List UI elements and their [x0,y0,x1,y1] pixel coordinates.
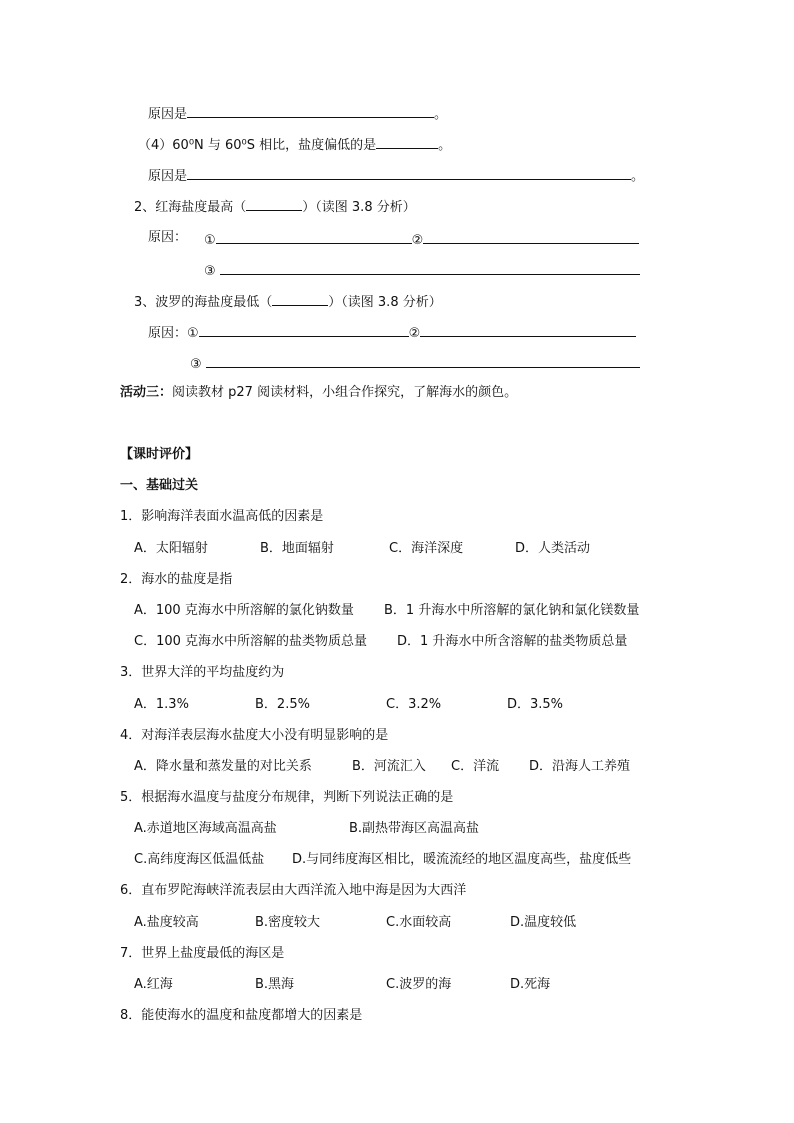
answer-blank[interactable] [216,229,412,244]
period: 。 [438,138,452,153]
option-1d[interactable]: D．人类活动 [515,541,591,556]
question-text: 2、红海盐度最高（ [134,200,247,215]
answer-blank[interactable] [187,165,631,180]
red-sea-reason-row-1 [148,229,187,247]
option-5b[interactable]: B.副热带海区高温高盐 [349,821,480,836]
answer-blank[interactable] [187,103,434,118]
red-sea-reason-3 [204,260,640,281]
reason-line-1 [148,103,447,124]
reason-label: 原因是 [148,107,188,122]
answer-blank[interactable] [272,291,328,306]
answer-blank[interactable] [376,134,438,149]
circled-number-2: ② [411,233,424,248]
option-6c[interactable]: C.水面较高 [386,915,452,930]
activity-label: 活动三： [120,385,173,400]
question-text-suffix: ）（读图 3.8 分析） [302,200,416,215]
answer-blank[interactable] [246,196,302,211]
answer-blank[interactable] [423,229,639,244]
activity-three [120,384,517,402]
section-title: 【课时评价】 [120,447,199,462]
option-7d[interactable]: D.死海 [510,977,551,992]
reason-label: 原因：① [148,326,199,341]
question-4-text: （4）60⁰N 与 60⁰S 相比，盐度偏低的是 [138,138,377,153]
question-red-sea-line [134,196,416,217]
question-4: 4．对海洋表层海水盐度大小没有明显影响的是 [120,728,389,743]
option-3c[interactable]: C．3.2% [386,697,442,712]
reason-line-2 [148,165,644,186]
period: 。 [631,169,645,184]
activity-text: 阅读教材 p27 阅读材料，小组合作探究，了解海水的颜色。 [172,385,518,400]
red-sea-reason-1 [204,229,639,250]
option-7c[interactable]: C.波罗的海 [386,977,452,992]
answer-blank[interactable] [220,260,640,275]
question-baltic-line [134,291,442,312]
option-3b[interactable]: B．2.5% [255,697,310,712]
option-5d[interactable]: D.与同纬度海区相比，暖流流经的地区温度高些，盐度低些 [292,852,632,867]
option-6b[interactable]: B.密度较大 [255,915,321,930]
period: 。 [434,107,448,122]
option-5c[interactable]: C.高纬度海区低温低盐 [134,852,265,867]
baltic-reason-row-1 [148,322,636,343]
option-1c[interactable]: C．海洋深度 [389,541,464,556]
question-text-suffix: ）（读图 3.8 分析） [328,295,442,310]
option-1b[interactable]: B．地面辐射 [260,541,334,556]
question-2: 2．海水的盐度是指 [120,572,233,587]
question-text: 3、波罗的海盐度最低（ [134,295,273,310]
option-4d[interactable]: D．沿海人工养殖 [529,759,631,774]
answer-blank[interactable] [420,322,636,337]
circled-number-1: ① [204,233,216,248]
answer-blank[interactable] [206,353,640,368]
question-3: 3．世界大洋的平均盐度约为 [120,665,285,680]
answer-blank[interactable] [199,322,409,337]
option-5a[interactable]: A.赤道地区海域高温高盐 [134,821,277,836]
option-7b[interactable]: B.黑海 [255,977,295,992]
circled-number-2: ② [408,326,421,341]
question-8: 8．能使海水的温度和盐度都增大的因素是 [120,1008,363,1023]
option-4a[interactable]: A．降水量和蒸发量的对比关系 [134,759,312,774]
option-2b[interactable]: B．1 升海水中所溶解的氯化钠和氯化镁数量 [384,603,640,618]
question-4-line [138,134,451,155]
option-1a[interactable]: A．太阳辐射 [134,541,208,556]
question-1: 1．影响海洋表面水温高低的因素是 [120,509,324,524]
question-6: 6．直布罗陀海峡洋流表层由大西洋流入地中海是因为大西洋 [120,883,467,898]
reason-label: 原因： [148,230,188,245]
option-4c[interactable]: C．洋流 [451,759,500,774]
option-4b[interactable]: B．河流汇入 [352,759,426,774]
option-6a[interactable]: A.盐度较高 [134,915,199,930]
option-3a[interactable]: A．1.3% [134,697,189,712]
option-2d[interactable]: D．1 升海水中所含溶解的盐类物质总量 [397,634,628,649]
option-2a[interactable]: A．100 克海水中所溶解的氯化钠数量 [134,603,354,618]
sub-title: 一、基础过关 [120,478,199,493]
circled-number-3: ③ [204,264,216,279]
option-6d[interactable]: D.温度较低 [510,915,577,930]
question-5: 5．根据海水温度与盐度分布规律，判断下列说法正确的是 [120,790,454,805]
option-3d[interactable]: D．3.5% [507,697,564,712]
option-2c[interactable]: C．100 克海水中所溶解的盐类物质总量 [134,634,368,649]
circled-number-3: ③ [190,357,202,372]
question-7: 7．世界上盐度最低的海区是 [120,946,285,961]
baltic-reason-3 [190,353,640,374]
reason-label: 原因是 [148,169,188,184]
option-7a[interactable]: A.红海 [134,977,173,992]
